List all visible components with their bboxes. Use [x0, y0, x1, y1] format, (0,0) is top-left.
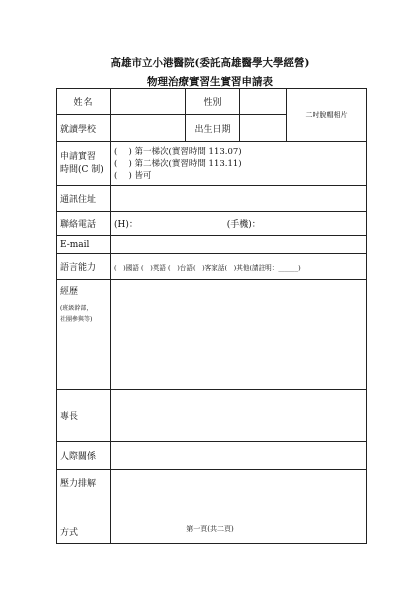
- relations-field[interactable]: [111, 442, 367, 470]
- stress-label-line1: 壓力排解: [60, 478, 97, 489]
- phone-label: 聯絡電話: [57, 212, 111, 236]
- relations-label: 人際關係: [57, 442, 111, 470]
- experience-label-cell: [57, 280, 111, 390]
- photo-label: 二吋脫帽相片: [305, 111, 348, 119]
- address-field[interactable]: [111, 186, 367, 212]
- specialty-field[interactable]: [111, 390, 367, 442]
- period-option-1[interactable]: ( ) 第一梯次(實習時間 113.07): [114, 146, 242, 157]
- period-option-3[interactable]: ( ) 皆可: [114, 170, 152, 181]
- name-label: 姓名: [57, 89, 111, 115]
- email-field[interactable]: [111, 236, 367, 254]
- language-options[interactable]: ( )國語 ( )英語 ( )台語( )客家話( )其他(請註明：______): [111, 254, 367, 280]
- application-form-table: [56, 88, 367, 544]
- gender-label: 性別: [186, 89, 240, 115]
- experience-field[interactable]: [111, 280, 367, 390]
- period-option-2[interactable]: ( ) 第二梯次(實習時間 113.11): [114, 158, 242, 169]
- birthdate-field[interactable]: [240, 115, 287, 142]
- address-label: 通訊住址: [57, 186, 111, 212]
- email-label: E-mail: [57, 236, 111, 254]
- phone-home-label: (H)：: [114, 220, 138, 230]
- school-label: 就讀學校: [57, 115, 111, 142]
- period-label: [57, 142, 111, 186]
- specialty-label: 專長: [57, 390, 111, 442]
- phone-field[interactable]: [111, 212, 367, 236]
- period-label-line2: 時間(C 制): [60, 164, 104, 175]
- document-subtitle: 物理治療實習生實習申請表: [147, 76, 273, 88]
- document-title: 高雄市立小港醫院(委託高雄醫學大學經營): [110, 57, 310, 69]
- name-field[interactable]: [111, 89, 186, 115]
- photo-box[interactable]: [287, 89, 367, 142]
- period-label-line1: 申請實習: [60, 151, 97, 162]
- period-options[interactable]: [111, 142, 367, 186]
- experience-note: [60, 303, 107, 325]
- page-footer: 第一頁(共二頁): [186, 525, 234, 533]
- school-field[interactable]: [111, 115, 186, 142]
- experience-note-line2: 社團參與等): [60, 316, 93, 323]
- language-label: 語言能力: [57, 254, 111, 280]
- experience-note-line1: (班級幹部，: [60, 305, 93, 312]
- phone-mobile-label: (手機)：: [226, 220, 261, 230]
- experience-label: 經歷: [60, 287, 79, 297]
- gender-field[interactable]: [240, 89, 287, 115]
- birthdate-label: 出生日期: [186, 115, 240, 142]
- stress-label-line2: 方式: [60, 527, 79, 538]
